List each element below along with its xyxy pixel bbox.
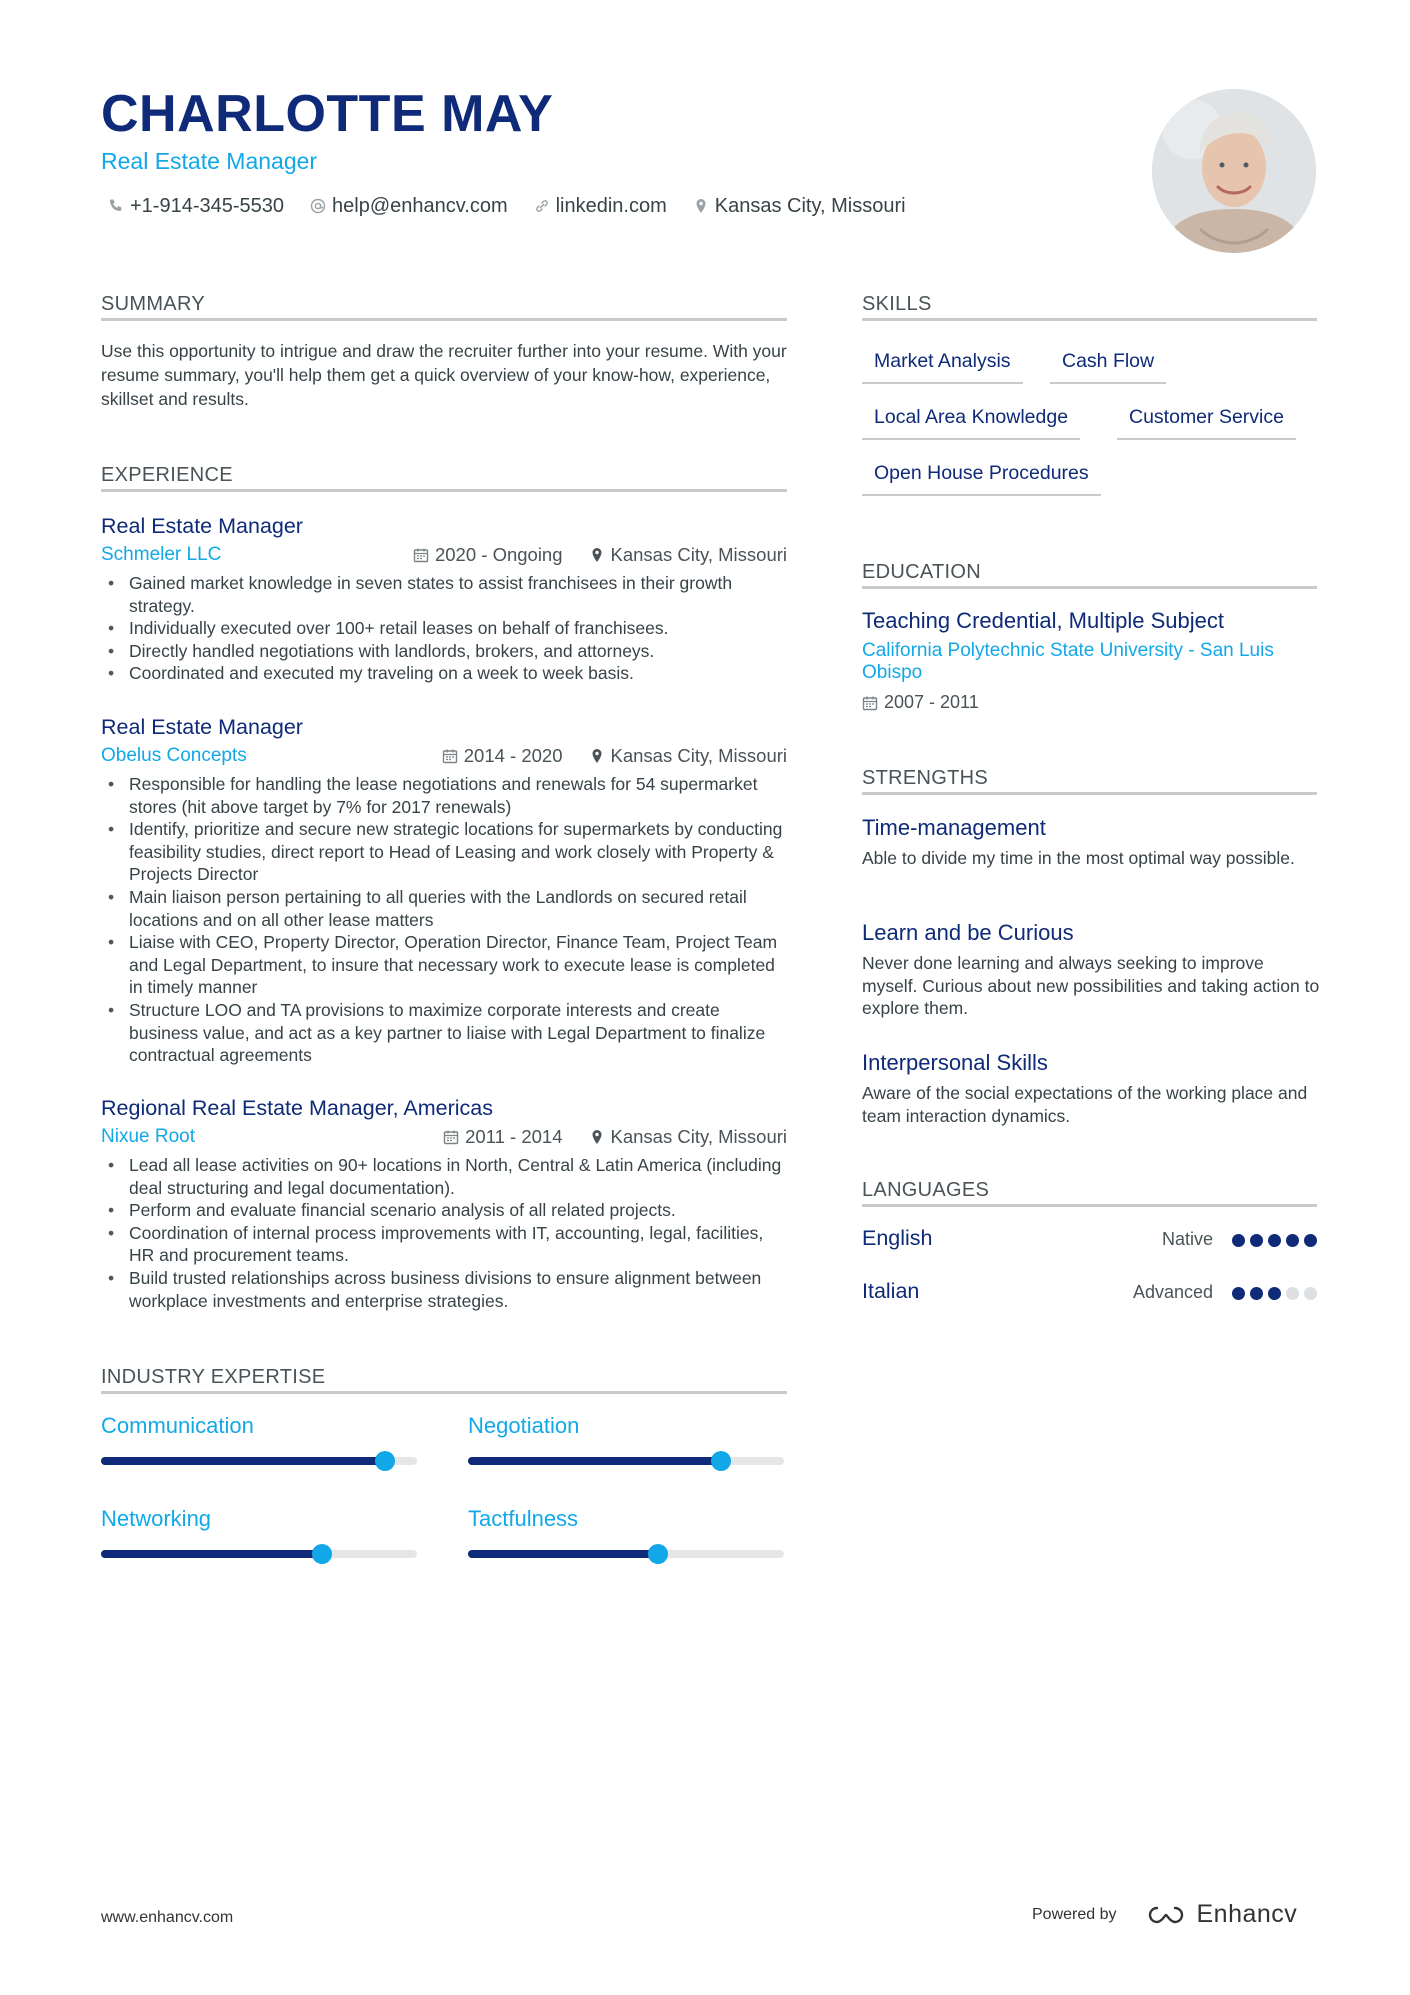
education-degree: Teaching Credential, Multiple Subject bbox=[862, 608, 1224, 633]
expertise-bar-negotiation bbox=[468, 1412, 784, 1465]
contact-bar bbox=[108, 192, 906, 220]
job-bullets bbox=[101, 572, 787, 685]
experience-heading: EXPERIENCE bbox=[101, 464, 233, 486]
company-name: Nixue Root bbox=[101, 1126, 195, 1147]
summary-heading: SUMMARY bbox=[101, 293, 205, 315]
strength-item bbox=[862, 919, 1322, 1020]
language-dots bbox=[1232, 1287, 1317, 1300]
strength-title: Interpersonal Skills bbox=[862, 1050, 1048, 1075]
contact-location bbox=[693, 192, 906, 220]
expertise-bar-communication bbox=[101, 1412, 417, 1465]
expertise-label: Tactfulness bbox=[468, 1506, 579, 1531]
expertise-label: Communication bbox=[101, 1413, 254, 1438]
language-dot bbox=[1286, 1287, 1299, 1300]
skill-tag: Customer Service bbox=[1117, 404, 1296, 440]
skill-tag: Local Area Knowledge bbox=[862, 404, 1080, 440]
powered-by-text: Powered by bbox=[1032, 1905, 1117, 1923]
calendar-icon bbox=[442, 748, 458, 764]
strength-description: Able to divide my time in the most optimal way possible. bbox=[862, 848, 1295, 868]
language-dot bbox=[1250, 1287, 1263, 1300]
job-bullets bbox=[101, 773, 787, 1067]
profile-photo bbox=[1152, 89, 1316, 253]
language-dot bbox=[1232, 1234, 1245, 1247]
candidate-name: CHARLOTTE MAY bbox=[101, 85, 554, 143]
industry-expertise-heading: INDUSTRY EXPERTISE bbox=[101, 1366, 326, 1388]
industry-expertise-divider bbox=[101, 1391, 787, 1394]
at-sign-icon bbox=[310, 198, 326, 214]
job-bullet: • Coordination of internal process improvements with IT, accounting, legal, facilities, HR and procurement teams. bbox=[101, 1222, 787, 1267]
job-bullet: • Structure LOO and TA provisions to maximize corporate interests and create business value, and act as a key partner to liaise with Legal Department to finalize contractual agreements bbox=[101, 999, 787, 1067]
education-heading: EDUCATION bbox=[862, 561, 981, 583]
language-name: English bbox=[862, 1226, 933, 1250]
education-dates-row bbox=[862, 692, 979, 713]
language-dot bbox=[1250, 1234, 1263, 1247]
footer-branding bbox=[1032, 1900, 1297, 1929]
phone-icon bbox=[108, 198, 124, 214]
language-level: Advanced bbox=[1132, 1282, 1213, 1302]
contact-phone[interactable] bbox=[108, 192, 284, 220]
job-bullet: • Perform and evaluate financial scenario analysis of all related projects. bbox=[101, 1199, 787, 1222]
expertise-knob bbox=[375, 1451, 395, 1471]
skills-divider bbox=[862, 318, 1317, 321]
expertise-bar-tactfulness bbox=[468, 1505, 784, 1558]
strength-description: Aware of the social expectations of the working place and team interaction dynamics. bbox=[862, 1083, 1308, 1126]
skills-heading: SKILLS bbox=[862, 293, 932, 315]
job-bullets bbox=[101, 1154, 787, 1312]
job-dates: 2014 - 2020 bbox=[463, 745, 563, 766]
language-dots bbox=[1232, 1234, 1317, 1247]
job-title: Real Estate Manager bbox=[101, 514, 303, 538]
expertise-track bbox=[101, 1550, 417, 1558]
education-divider bbox=[862, 586, 1317, 589]
job-bullet: • Coordinated and executed my traveling on a week to week basis. bbox=[101, 662, 787, 685]
calendar-icon bbox=[413, 547, 429, 563]
email-text: help@enhancv.com bbox=[332, 195, 508, 217]
expertise-fill bbox=[101, 1457, 385, 1465]
languages-heading: LANGUAGES bbox=[862, 1179, 990, 1201]
language-dot bbox=[1286, 1234, 1299, 1247]
strength-description: Never done learning and always seeking to improve myself. Curious about new possibilities and taking action to explore them. bbox=[862, 953, 1320, 1019]
job-dates: 2011 - 2014 bbox=[465, 1126, 563, 1147]
summary-divider bbox=[101, 318, 787, 321]
language-dot bbox=[1304, 1287, 1317, 1300]
education-dates: 2007 - 2011 bbox=[884, 692, 979, 712]
expertise-knob bbox=[711, 1451, 731, 1471]
job-bullet: • Individually executed over 100+ retail leases on behalf of franchisees. bbox=[101, 617, 787, 640]
brand-name: Enhancv bbox=[1196, 1900, 1298, 1928]
linkedin-text: linkedin.com bbox=[555, 195, 667, 217]
language-name: Italian bbox=[862, 1279, 920, 1303]
job-bullet: • Lead all lease activities on 90+ locations in North, Central & Latin America (including deal structuring and legal documentation). bbox=[101, 1154, 787, 1199]
map-pin-icon bbox=[589, 1129, 605, 1145]
job-dates: 2020 - Ongoing bbox=[434, 544, 563, 565]
experience-divider bbox=[101, 489, 787, 492]
enhancv-logo-icon bbox=[1143, 1903, 1189, 1927]
expertise-bar-networking bbox=[101, 1505, 417, 1558]
link-icon bbox=[534, 198, 550, 214]
strength-title: Learn and be Curious bbox=[862, 920, 1074, 945]
brand-logo[interactable] bbox=[1143, 1900, 1298, 1929]
job-bullet: • Identify, prioritize and secure new strategic locations for supermarkets by conducting feasibility studies, direct report to Head of Leasing and work closely with Property & Projects Director bbox=[101, 818, 787, 886]
calendar-icon bbox=[443, 1129, 459, 1145]
job-location: Kansas City, Missouri bbox=[610, 745, 787, 766]
expertise-label: Negotiation bbox=[468, 1413, 580, 1438]
language-dot bbox=[1232, 1287, 1245, 1300]
contact-email[interactable] bbox=[310, 192, 508, 220]
phone-text: +1-914-345-5530 bbox=[130, 195, 285, 217]
expertise-track bbox=[468, 1550, 784, 1558]
company-name: Obelus Concepts bbox=[101, 745, 247, 766]
strength-item bbox=[862, 1049, 1322, 1127]
language-item-italian bbox=[862, 1279, 1317, 1309]
map-pin-icon bbox=[693, 198, 709, 214]
candidate-title: Real Estate Manager bbox=[101, 148, 318, 174]
job-bullet: • Gained market knowledge in seven states to assist franchisees in their growth strategy. bbox=[101, 572, 787, 617]
job-bullet: • Directly handled negotiations with landlords, brokers, and attorneys. bbox=[101, 640, 787, 663]
job-location: Kansas City, Missouri bbox=[610, 1126, 787, 1147]
expertise-fill bbox=[468, 1457, 721, 1465]
expertise-knob bbox=[312, 1544, 332, 1564]
calendar-icon bbox=[862, 695, 878, 711]
job-location: Kansas City, Missouri bbox=[610, 544, 787, 565]
expertise-fill bbox=[468, 1550, 658, 1558]
map-pin-icon bbox=[589, 748, 605, 764]
expertise-track bbox=[101, 1457, 417, 1465]
job-bullet: • Build trusted relationships across business divisions to ensure alignment between workplace investments and enterprise strategies. bbox=[101, 1267, 787, 1312]
strengths-heading: STRENGTHS bbox=[862, 767, 989, 789]
summary-text: Use this opportunity to intrigue and draw the recruiter further into your resume. With your resume summary, you'll help them get a quick overview of your know-how, experience, skillset and results. bbox=[101, 341, 787, 409]
skill-tag: Open House Procedures bbox=[862, 460, 1101, 496]
language-dot bbox=[1304, 1234, 1317, 1247]
expertise-knob bbox=[648, 1544, 668, 1564]
strength-item bbox=[862, 814, 1322, 870]
map-pin-icon bbox=[589, 547, 605, 563]
languages-divider bbox=[862, 1204, 1317, 1207]
job-entry bbox=[101, 713, 787, 1067]
language-item-english bbox=[862, 1226, 1317, 1256]
language-level: Native bbox=[1161, 1229, 1213, 1249]
education-school: California Polytechnic State University - San Luis Obispo bbox=[862, 640, 1274, 683]
job-entry bbox=[101, 512, 787, 685]
language-dot bbox=[1268, 1287, 1281, 1300]
job-entry bbox=[101, 1094, 787, 1312]
location-text: Kansas City, Missouri bbox=[714, 195, 906, 217]
language-dot bbox=[1268, 1234, 1281, 1247]
company-name: Schmeler LLC bbox=[101, 544, 222, 565]
expertise-fill bbox=[101, 1550, 322, 1558]
strength-title: Time-management bbox=[862, 815, 1046, 840]
expertise-label: Networking bbox=[101, 1506, 212, 1531]
job-bullet: • Responsible for handling the lease negotiations and renewals for 54 supermarket stores (hit above target by 7% for 2017 renewals) bbox=[101, 773, 787, 818]
job-bullet: • Liaise with CEO, Property Director, Operation Director, Finance Team, Project Team and Legal Department, to insure that necessary work to execute lease is completed in timely manner bbox=[101, 931, 787, 999]
contact-linkedin[interactable] bbox=[534, 192, 667, 220]
footer-website[interactable]: www.enhancv.com bbox=[101, 1909, 234, 1926]
job-title: Real Estate Manager bbox=[101, 715, 303, 739]
skill-tag: Cash Flow bbox=[1050, 348, 1166, 384]
skill-tag: Market Analysis bbox=[862, 348, 1023, 384]
expertise-track bbox=[468, 1457, 784, 1465]
job-title: Regional Real Estate Manager, Americas bbox=[101, 1096, 493, 1120]
strengths-divider bbox=[862, 792, 1317, 795]
job-bullet: • Main liaison person pertaining to all queries with the Landlords on secured retail locations and on all other lease matters bbox=[101, 886, 787, 931]
